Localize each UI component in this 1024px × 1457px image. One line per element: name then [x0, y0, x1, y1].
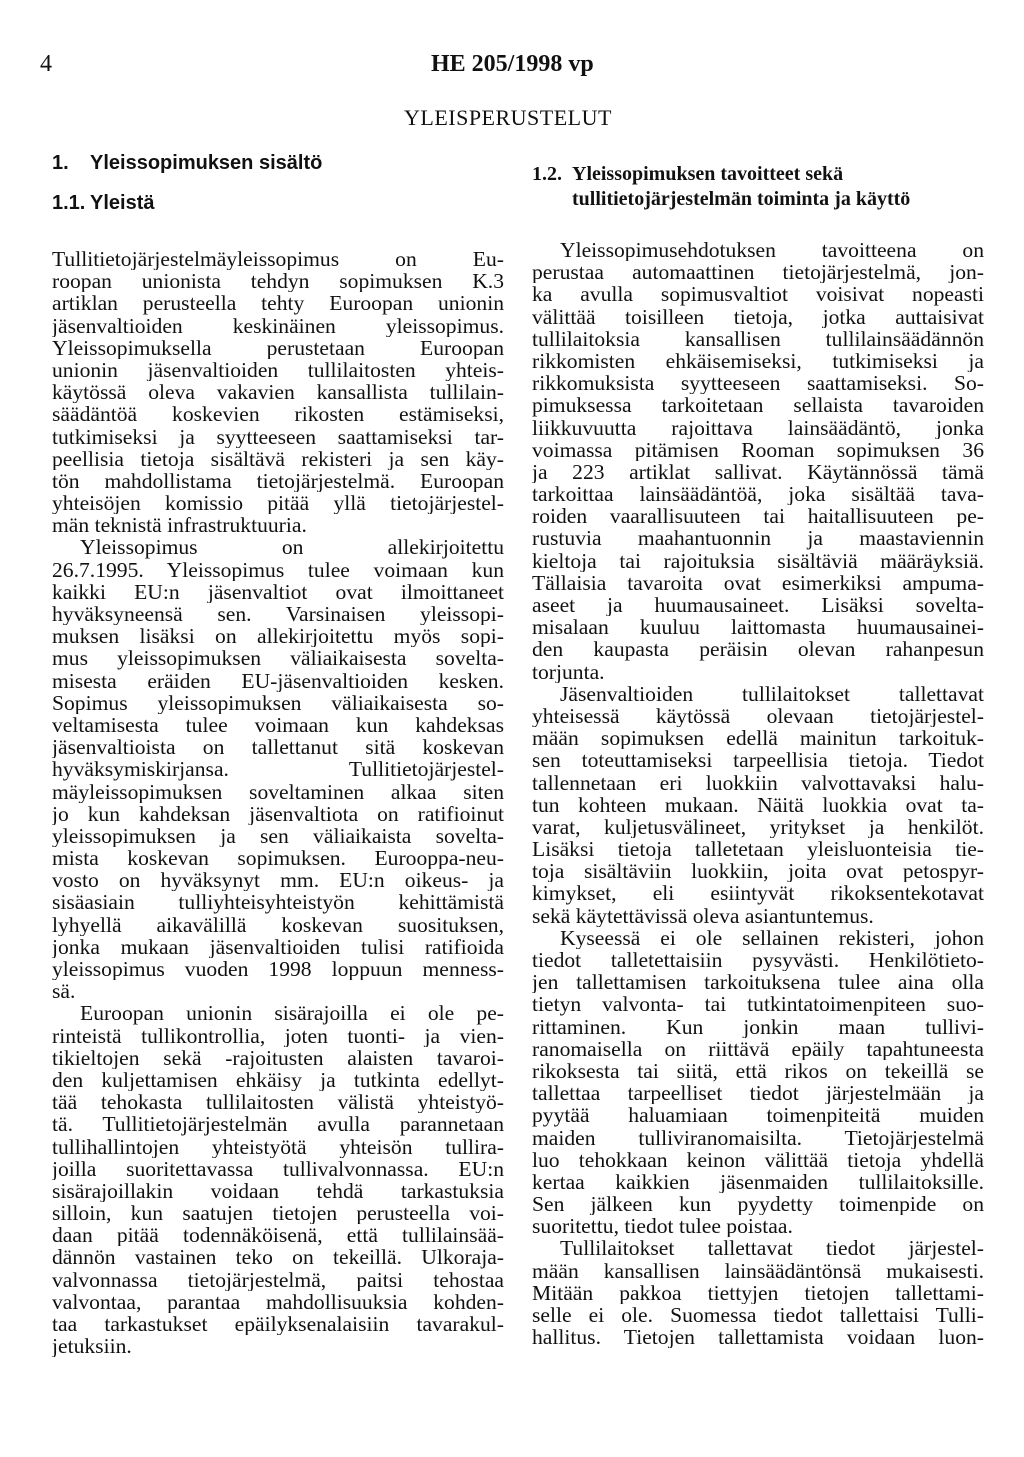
text-line: tallettaa tarpeelliset tiedot järjestelmään ja: [532, 1082, 984, 1105]
text-line: pyytää haluamiaan toimenpiteitä muiden: [532, 1104, 984, 1127]
text-line: sä.: [52, 980, 76, 1003]
section-title: Yleissopimuksen sisältö: [90, 152, 323, 174]
subsection-heading-1-2: [532, 162, 984, 212]
text-line: toja sisältäviin luokkiin, joita ovat petospyr-: [532, 860, 984, 883]
text-line: rikkomuksista syytteeseen saattamiseksi. So-: [532, 372, 984, 395]
text-line: Tullitietojärjestelmäyleissopimus on Eu-: [52, 248, 504, 271]
text-line: hyväksymiskirjansa. Tullitietojärjestel-: [52, 758, 504, 781]
text-line: tä. Tullitietojärjestelmän avulla parannetaan: [52, 1113, 504, 1136]
text-line: roopan unionista tehdyn sopimuksen K.3: [52, 270, 504, 293]
text-line: tullilaitoksia kansallisen tullilainsäädännön: [532, 327, 984, 350]
text-line: valvontaa, parantaa mahdollisuuksia kohden-: [52, 1290, 504, 1313]
text-line: mista koskevan sopimuksen. Eurooppa-neu-: [52, 847, 504, 870]
text-line: veltamisesta tulee voimaan kun kahdeksas: [52, 713, 504, 737]
text-line: muksen lisäksi on allekirjoitettu myös sopi-: [52, 625, 504, 648]
text-line: den kuljettamisen ehkäisy ja tutkinta edellyt-: [52, 1068, 504, 1092]
text-line: lyhyellä aikavälillä koskevan suosituksen,: [52, 913, 504, 936]
text-line: jetuksiin.: [52, 1335, 132, 1358]
text-line: tietyn valvonta- tai tutkintatoimenpiteen suo-: [532, 993, 984, 1016]
subsection-title-line: Yleissopimuksen tavoitteet sekä: [572, 163, 844, 185]
text-line: Euroopan unionin sisärajoilla ei ole pe-: [80, 1002, 504, 1025]
text-line: roiden vaarallisuuteen tai haitallisuuteen pe-: [532, 505, 984, 528]
text-line: säädäntöä koskevien rikosten estämiseksi,: [52, 403, 504, 426]
text-line: liikkuvuutta rajoittava lainsäädäntö, jonka: [532, 416, 984, 439]
text-line: kertaa kaikkien jäsenmaiden tullilaitoksille.: [532, 1170, 984, 1194]
text-line: Tullilaitokset tallettavat tiedot järjestel-: [560, 1237, 984, 1260]
text-line: kieltoja tai rajoituksia sisältäviä määräyksiä.: [532, 549, 984, 572]
text-line: misesta eräiden EU-jäsenvaltioiden kesken.: [52, 669, 504, 692]
subsection-number: 1.1.: [52, 192, 86, 214]
text-line: kimykset, eli esiintyvät rikoksentekotavat: [532, 882, 984, 905]
text-line: mus yleissopimuksen väliaikaisesta sovelta-: [52, 647, 504, 670]
left-body-text: [52, 248, 504, 1357]
text-line: yleissopimuksen ja sen väliaikaista sovelta-: [52, 824, 504, 848]
text-line: tarkoittaa lainsäädäntöä, joka sisältää tava-: [532, 483, 984, 506]
text-line: dännön vastainen teko on tekeillä. Ulkoraja-: [52, 1246, 504, 1269]
text-line: män teknistä infrastruktuuria.: [52, 514, 307, 537]
text-line: misalaan kuuluu laittomasta huumausainei-: [532, 616, 984, 639]
text-line: tun kohteen mukaan. Näitä luokkia ovat ta-: [532, 793, 984, 816]
text-line: den kaupasta peräisin olevan rahanpesun: [532, 638, 984, 661]
text-line: Yleissopimusehdotuksen tavoitteena on: [560, 239, 984, 262]
text-line: jo kun kahdeksan jäsenvaltiota on ratifioinut: [52, 802, 504, 825]
text-line: rustuvia maahantuonnin ja maastaviennin: [532, 527, 984, 550]
page-number: 4: [40, 51, 52, 77]
text-line: perustaa automaattinen tietojärjestelmä, jon-: [532, 261, 984, 284]
text-line: pimuksessa tarkoitetaan sellaista tavaroiden: [532, 394, 984, 417]
text-line: ja 223 artiklat sallivat. Käytännössä tämä: [532, 460, 984, 484]
text-line: joilla suoritettavassa tullivalvonnassa. EU:n: [52, 1157, 504, 1180]
text-line: unionin jäsenvaltioiden tullilaitosten yhteis-: [52, 358, 504, 382]
running-head: HE 205/1998 vp: [431, 51, 594, 77]
text-line: Jäsenvaltioiden tullilaitokset tallettavat: [560, 682, 984, 705]
text-line: ranomaisella on riittävä epäily tapahtuneesta: [532, 1037, 984, 1060]
text-line: varat, kuljetusvälineet, yritykset ja henkilöt.: [532, 815, 984, 839]
text-line: maiden tulliviranomaisilta. Tietojärjestelmä: [532, 1126, 984, 1149]
text-line: selle ei ole. Suomessa tiedot tallettaisi Tulli-: [532, 1304, 984, 1327]
text-line: yhteisessä käytössä olevaan tietojärjestel-: [532, 704, 984, 728]
text-line: luo tehokkaan keinon välittää tietoja yhdellä: [532, 1148, 984, 1171]
text-line: välittää toisilleen tietoja, jotka auttaisivat: [532, 305, 984, 328]
text-line: jäsenvaltioiden keskinäinen yleissopimus.: [52, 314, 504, 337]
text-line: jäsenvaltioista on tallettanut sitä koskevan: [52, 736, 504, 759]
text-line: torjunta.: [532, 660, 605, 683]
subsection-title: [572, 162, 910, 212]
text-line: Tällaisia tavaroita ovat esimerkiksi ampuma-: [532, 571, 984, 594]
text-line: peellisia tietoja sisältävä rekisteri ja sen käy-: [52, 447, 504, 470]
text-line: valvonnassa tietojärjestelmä, paitsi tehostaa: [52, 1268, 504, 1291]
text-line: suoritettu, tiedot tulee poistaa.: [532, 1215, 793, 1238]
text-line: hyväksyneensä sen. Varsinaisen yleissopi-: [52, 603, 504, 626]
text-line: tullihallintojen yhteistyötä yhteisön tullira-: [52, 1135, 504, 1158]
text-line: silloin, kun saatujen tietojen perusteella voi-: [52, 1202, 504, 1225]
right-column: [532, 150, 984, 1348]
text-line: aseet ja huumausaineet. Lisäksi sovelta-: [532, 594, 984, 617]
right-body-text: [532, 239, 984, 1348]
left-column: [52, 150, 504, 1357]
text-line: mään sopimuksen edellä mainitun tarkoituk-: [532, 727, 984, 750]
subsection-heading-1-1: [52, 192, 504, 215]
text-line: rinteistä tullikontrollia, joten tuonti- ja vien-: [52, 1024, 504, 1047]
text-line: tiedot talletettaisiin pysyvästi. Henkilötieto-: [532, 949, 984, 972]
text-line: tutkimiseksi ja syytteeseen saattamiseksi tar-: [52, 425, 504, 448]
text-line: käytössä oleva vakavien kansallista tullilain-: [52, 381, 504, 404]
text-line: Sopimus yleissopimuksen väliaikaisesta so-: [52, 691, 504, 714]
text-line: tallennetaan eri luokkiin valvottavaksi halu-: [532, 771, 984, 794]
text-line: mään kansallisen lainsäädäntönsä mukaisesti.: [532, 1259, 984, 1282]
text-line: Mitään pakkoa tiettyjen tietojen tallettami-: [532, 1281, 984, 1304]
text-line: jen tallettamisen tarkoituksena tulee aina olla: [532, 971, 984, 994]
text-line: Kyseessä ei ole sellainen rekisteri, johon: [560, 926, 984, 949]
text-line: daan pitää todennäköisenä, että tullilainsää-: [52, 1224, 504, 1247]
text-line: Yleissopimuksella perustetaan Euroopan: [52, 336, 504, 359]
text-line: ka avulla sopimusvaltiot voisivat nopeasti: [532, 283, 984, 306]
text-line: sisäasiain tulliyhteisyhteistyön kehittämistä: [52, 891, 504, 914]
text-line: sekä käytettävissä oleva asiantuntemus.: [532, 904, 874, 927]
subsection-number: 1.2.: [532, 163, 562, 185]
text-line: tää tehokasta tullilaitosten välistä yhteistyö-: [52, 1091, 504, 1114]
text-line: jonka mukaan jäsenvaltioiden tulisi ratifioida: [52, 935, 504, 958]
text-line: rittaminen. Kun jonkin maan tullivi-: [532, 1015, 984, 1038]
text-line: rikkomisten ehkäisemiseksi, tutkimiseksi ja: [532, 349, 984, 373]
text-line: sen toteuttamiseksi tarpeellisia tietoja. Tiedot: [532, 749, 984, 772]
text-line: sisärajoillakin voidaan tehdä tarkastuksia: [52, 1179, 504, 1203]
text-line: 26.7.1995. Yleissopimus tulee voimaan kun: [52, 558, 504, 581]
text-line: mäyleissopimuksen soveltaminen alkaa siten: [52, 780, 504, 803]
text-line: vosto on hyväksynyt mm. EU:n oikeus- ja: [52, 869, 504, 892]
part-title: YLEISPERUSTELUT: [404, 105, 612, 130]
section-number: 1.: [52, 152, 69, 174]
text-line: Lisäksi tietoja talletetaan yleisluonteisia tie-: [532, 838, 984, 861]
text-line: voimassa pitämisen Rooman sopimuksen 36: [532, 438, 984, 461]
text-line: kaikki EU:n jäsenvaltiot ovat ilmoittaneet: [52, 580, 504, 603]
text-line: Yleissopimus on allekirjoitettu: [80, 536, 504, 559]
subsection-title: Yleistä: [90, 192, 155, 214]
text-line: yleissopimus vuoden 1998 loppuun menness-: [52, 958, 504, 981]
text-line: rikoksesta tai siitä, että rikos on tekeillä se: [532, 1059, 984, 1083]
text-line: hallitus. Tietojen tallettamista voidaan luon-: [532, 1326, 984, 1349]
text-line: yhteisöjen komissio pitää yllä tietojärjestel-: [52, 492, 504, 515]
text-line: tön mahdollistama tietojärjestelmä. Euroopan: [52, 469, 504, 493]
text-line: Sen jälkeen kun pyydetty toimenpide on: [532, 1193, 984, 1216]
text-line: tikieltojen sekä -rajoitusten alaisten tavaroi-: [52, 1046, 504, 1069]
subsection-title-line: tullitietojärjestelmän toiminta ja käyttö: [572, 188, 911, 210]
section-heading-1: [52, 152, 504, 175]
text-line: artiklan perusteella tehty Euroopan unionin: [52, 292, 504, 315]
text-line: taa tarkastukset epäilyksenalaisiin tavarakul-: [52, 1313, 504, 1336]
